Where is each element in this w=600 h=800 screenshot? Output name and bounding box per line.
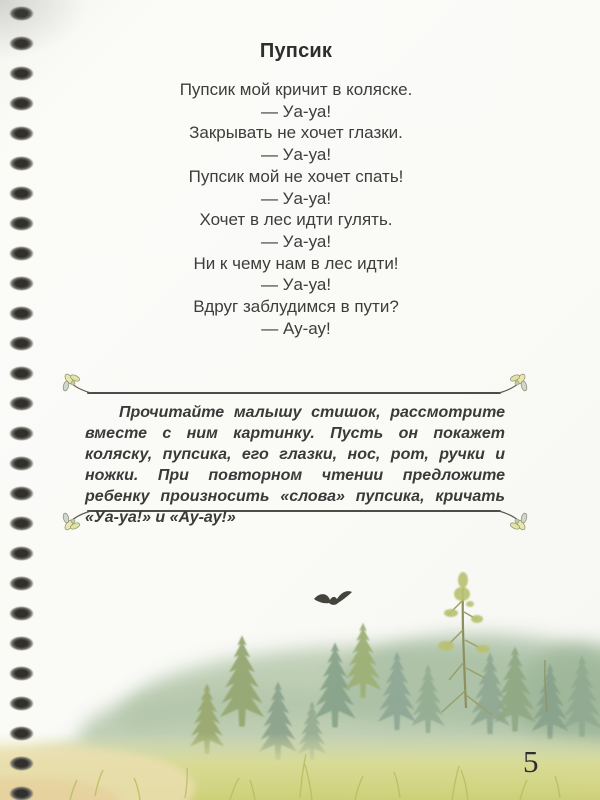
poem-line: — Уа-уа! [260, 231, 332, 251]
leaf-ornament-icon [62, 373, 92, 407]
binding-hole [9, 636, 34, 651]
binding-hole [9, 516, 34, 531]
binding-hole [9, 336, 34, 351]
binding-hole [9, 36, 34, 51]
poem-line: Закрывать не хочет глазки. [189, 123, 403, 143]
binding-hole [9, 186, 34, 201]
binding-hole [9, 696, 34, 711]
leaf-ornament-icon [62, 497, 92, 531]
binding-hole [9, 156, 34, 171]
poem-title: Пупсик [259, 40, 333, 62]
poem-line: Вдруг заблудимся в пути? [193, 297, 399, 317]
binding-hole [9, 426, 34, 441]
poem-line: — Уа-уа! [260, 275, 332, 295]
poem-line: — Уа-уа! [260, 188, 332, 208]
poem [0, 79, 592, 339]
binding-hole [9, 576, 34, 591]
poem-line: Ни к чему нам в лес идти! [193, 253, 399, 273]
poem-line: — Ау-ау! [261, 318, 331, 338]
binding-hole [9, 726, 34, 741]
note-text: Прочитайте малышу стишок, рассмотрите вместе с ним картинку. Пусть он покажет коляску, пупсика, его глазки, нос, рот, ручки и ножки. При повторном чтении предложите ребенку произносить «слова» пупсика, кричать «Уа-уа!» и «Ау-ау!» [85, 404, 505, 526]
binding-hole [9, 786, 34, 800]
poem-line: Пупсик мой кричит в коляске. [179, 80, 413, 99]
page-number: 5 [523, 744, 539, 779]
binding-hole [9, 366, 34, 381]
binding-hole [9, 486, 34, 501]
poem-line: — Уа-уа! [260, 101, 332, 121]
poem-line: Пупсик мой не хочет спать! [188, 166, 404, 186]
binding-hole [9, 606, 34, 621]
poem-line: — Уа-уа! [260, 145, 332, 165]
binding-hole [9, 756, 34, 771]
binding-hole [9, 246, 34, 261]
binding-hole [9, 126, 34, 141]
binding-hole [9, 216, 34, 231]
binding-hole [9, 306, 34, 321]
binding-hole [9, 456, 34, 471]
binding-hole [9, 396, 34, 411]
binding-hole [9, 546, 34, 561]
binding-hole [9, 276, 34, 291]
poem-line: Хочет в лес идти гулять. [199, 210, 393, 230]
grass-meadow [0, 733, 600, 800]
leaf-ornament-icon [498, 497, 528, 531]
binding-hole [9, 66, 34, 81]
leaf-ornament-icon [498, 373, 528, 407]
binding-hole [9, 96, 34, 111]
forest-illustration [0, 552, 600, 800]
spiral-binding [0, 0, 44, 800]
note-top-rule [87, 392, 501, 394]
bird-icon [314, 591, 352, 605]
binding-hole [9, 666, 34, 681]
binding-hole [9, 6, 34, 21]
